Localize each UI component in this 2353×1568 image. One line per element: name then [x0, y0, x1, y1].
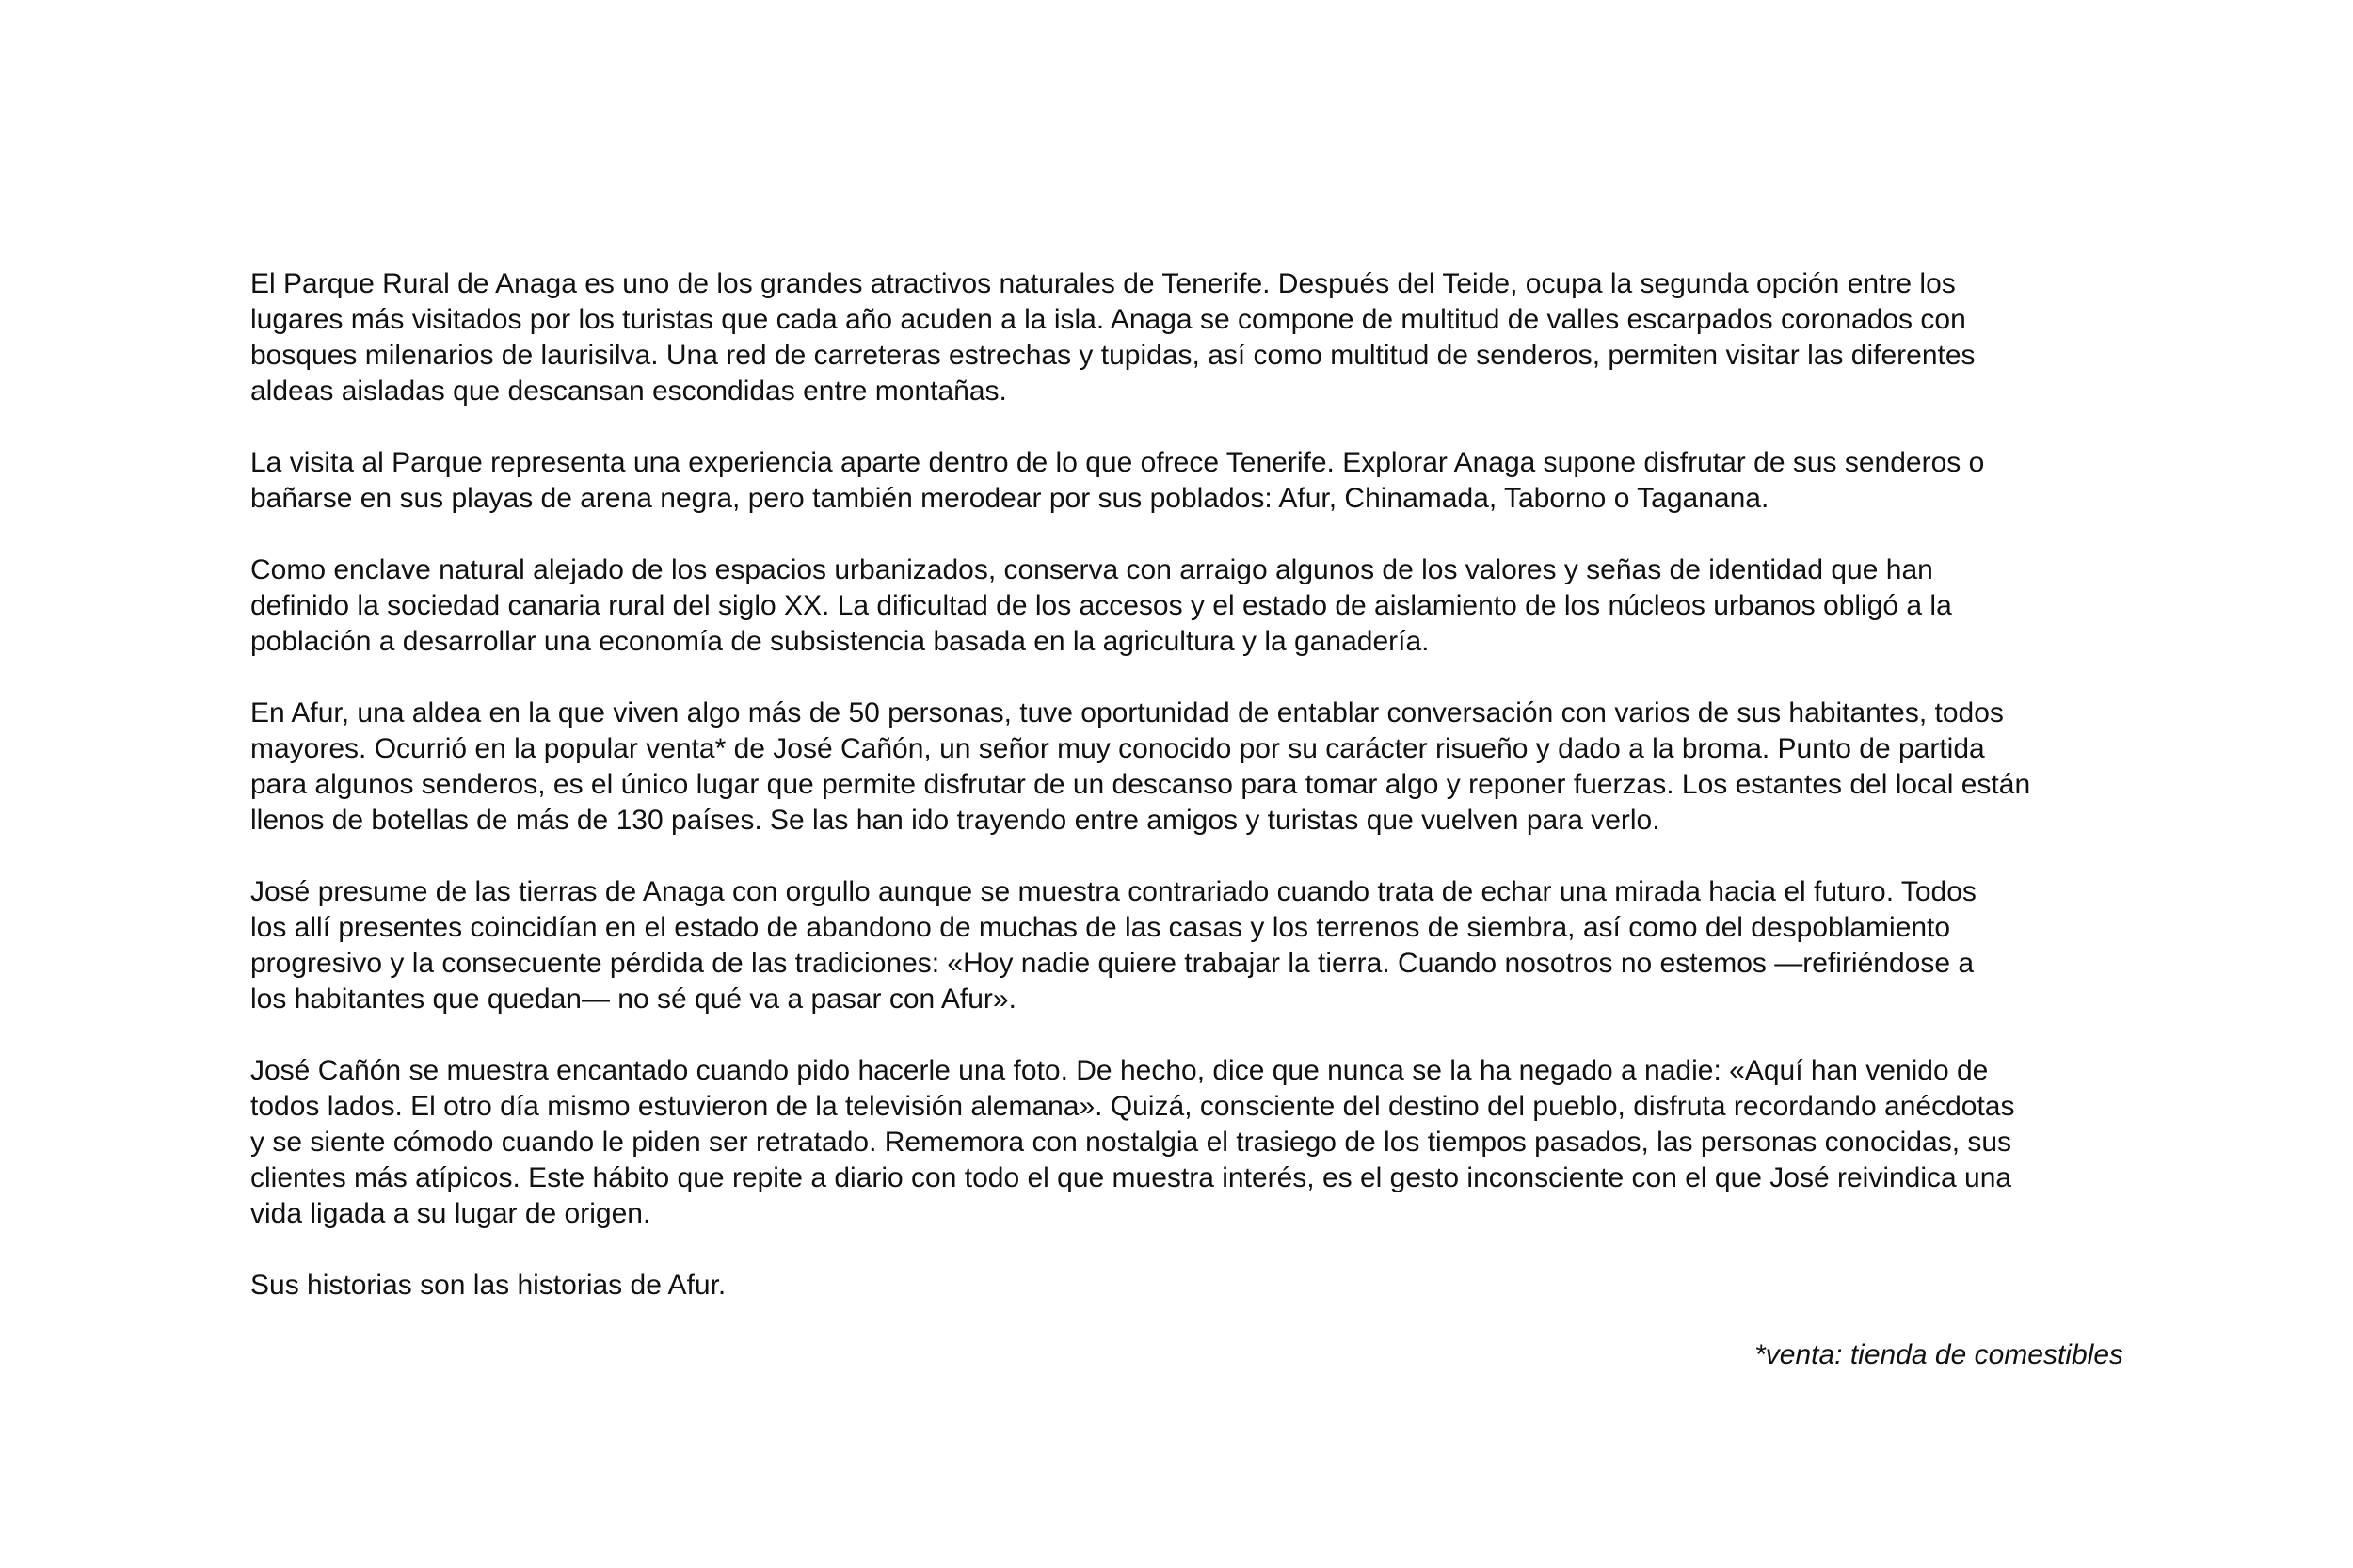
paragraph-closing: Sus historias son las historias de Afur.: [250, 1270, 727, 1301]
paragraph-rural-society: Como enclave natural alejado de los espacios urbanizados, conserva con arraigo algunos de los valores y señas de identidad que han definido la sociedad canaria rural del siglo XX. La dificultad de los accesos y el estado de aislamiento de los núcleos urbanos obligó a la población a desarrollar una economía de subsistencia basada en la agricultura y la ganadería.: [250, 554, 1952, 657]
article-body: [250, 266, 2152, 1339]
paragraph-jose-photo: José Cañón se muestra encantado cuando pido hacerle una foto. De hecho, dice que nunca se la ha negado a nadie: «Aquí han venido de todos lados. El otro día mismo estuvieron de la televisión alemana». Quizá, consciente del destino del pueblo, disfruta recordando anécdotas y se siente cómodo cuando le piden ser retratado. Rememora con nostalgia el trasiego de los tiempos pasados, las personas conocidas, sus clientes más atípicos. Este hábito que repite a diario con todo el que muestra interés, es el gesto inconsciente con el que José reivindica una vida ligada a su lugar de origen.: [250, 1055, 2015, 1229]
paragraph-afur-venta: En Afur, una aldea en la que viven algo más de 50 personas, tuve oportunidad de entablar conversación con varios de sus habitantes, todos mayores. Ocurrió en la popular venta* de José Cañón, un señor muy conocido por su carácter risueño y dado a la broma. Punto de partida para algunos senderos, es el único lugar que permite disfrutar de un descanso para tomar algo y reponer fuerzas. Los estantes del local están llenos de botellas de más de 130 países. Se las han ido trayendo entre amigos y turistas que vuelven para verlo.: [250, 697, 2031, 836]
paragraph-intro-anaga: El Parque Rural de Anaga es uno de los grandes atractivos naturales de Tenerife. Después del Teide, ocupa la segunda opción entre los lugares más visitados por los turistas que cada año acuden a la isla. Anaga se compone de multitud de valles escarpados coronados con bosques milenarios de laurisilva. Una red de carreteras estrechas y tupidas, así como multitud de senderos, permiten visitar las diferentes aldeas aisladas que descansan escondidas entre montañas.: [250, 268, 1976, 407]
paragraph-visit-park: La visita al Parque representa una experiencia aparte dentro de lo que ofrece Tenerife. Explorar Anaga supone disfrutar de sus senderos o bañarse en sus playas de arena negra, pero también merodear por sus poblados: Afur, Chinamada, Taborno o Taganana.: [250, 447, 1985, 514]
paragraph-jose-future: José presume de las tierras de Anaga con orgullo aunque se muestra contrariado cuando trata de echar una mirada hacia el futuro. Todos los allí presentes coincidían en el estado de abandono de muchas de las casas y los terrenos de siembra, así como del despoblamiento progresivo y la consecuente pérdida de las tradiciones: «Hoy nadie quiere trabajar la tierra. Cuando nosotros no estemos —refiriéndose a los habitantes que quedan— no sé qué va a pasar con Afur».: [250, 876, 1977, 1015]
footnote: *venta: tienda de comestibles: [1754, 1339, 2123, 1370]
